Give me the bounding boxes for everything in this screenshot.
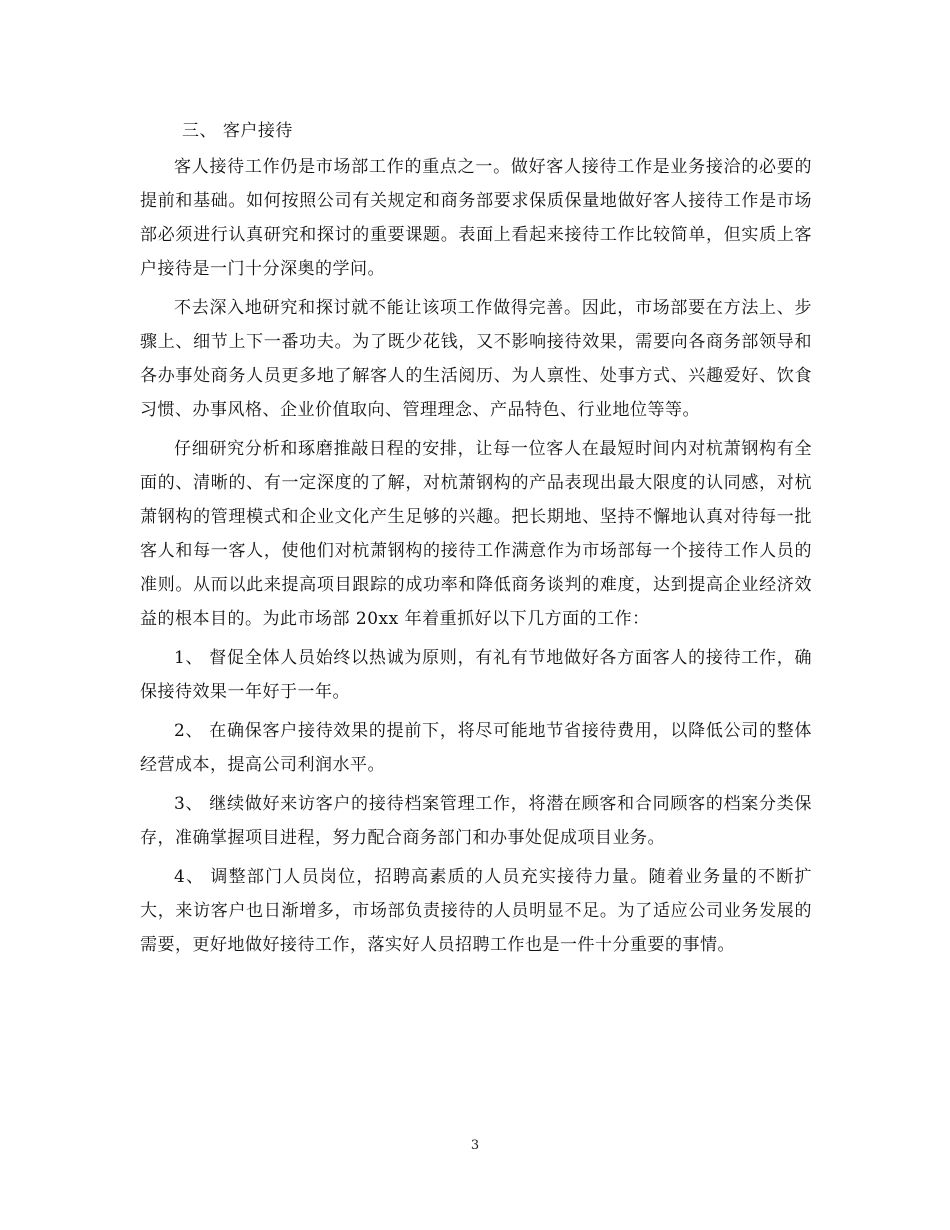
list-item-text: 继续做好来访客户的接待档案管理工作，将潜在顾客和合同顾客的档案分类保存，准确掌握项目进程，努力配合商务部门和办事处促成项目业务。 <box>140 794 813 848</box>
section-heading: 三、 客户接待 <box>182 121 293 141</box>
list-item-text: 调整部门人员岗位，招聘高素质的人员充实接待力量。随着业务量的不断扩大，来访客户也日渐增多，市场部负责接待的人员明显不足。为了适应公司业务发展的需要，更好地做好接待工作，落实好人员招聘工作也是一件十分重要的事情。 <box>140 867 812 955</box>
document-body <box>140 116 812 967</box>
page-number: 3 <box>470 1138 480 1153</box>
paragraph: 客人接待工作仍是市场部工作的重点之一。做好客人接待工作是业务接洽的必要的提前和基础。如何按照公司有关规定和商务部要求保质保量地做好客人接待工作是市场部必须进行认真研究和探讨的重要课题。表面上看起来接待工作比较简单，但实质上客户接待是一门十分深奥的学问。 <box>140 157 812 279</box>
list-item-text: 督促全体人员始终以热诚为原则，有礼有节地做好各方面客人的接待工作，确保接待效果一年好于一年。 <box>140 648 813 702</box>
list-item-number: 2、 <box>174 721 204 741</box>
list-item-number: 1、 <box>174 648 204 668</box>
list-item-number: 3、 <box>174 794 204 814</box>
list-item-text: 在确保客户接待效果的提前下，将尽可能地节省接待费用，以降低公司的整体经营成本，提高公司利润水平。 <box>140 721 813 775</box>
list-item <box>140 714 812 782</box>
list-item <box>140 860 812 962</box>
paragraph: 不去深入地研究和探讨就不能让该项工作做得完善。因此，市场部要在方法上、步骤上、细节上下一番功夫。为了既少花钱，又不影响接待效果，需要向各商务部领导和各办事处商务人员更多地了解客人的生活阅历、为人禀性、处事方式、兴趣爱好、饮食习惯、办事风格、企业价值取向、管理理念、产品特色、行业地位等等。 <box>140 298 812 420</box>
list-item <box>140 787 812 855</box>
paragraph: 仔细研究分析和琢磨推敲日程的安排，让每一位客人在最短时间内对杭萧钢构有全面的、清晰的、有一定深度的了解，对杭萧钢构的产品表现出最大限度的认同感，对杭萧钢构的管理模式和企业文化产生足够的兴趣。把长期地、坚持不懈地认真对待每一批客人和每一客人，使他们对杭萧钢构的接待工作满意作为市场部每一个接待工作人员的准则。从而以此来提高项目跟踪的成功率和降低商务谈判的难度，达到提高企业经济效益的根本目的。为此市场部 20xx 年着重抓好以下几方面的工作： <box>140 439 812 629</box>
list-item-number: 4、 <box>174 867 205 887</box>
list-item <box>140 641 812 709</box>
